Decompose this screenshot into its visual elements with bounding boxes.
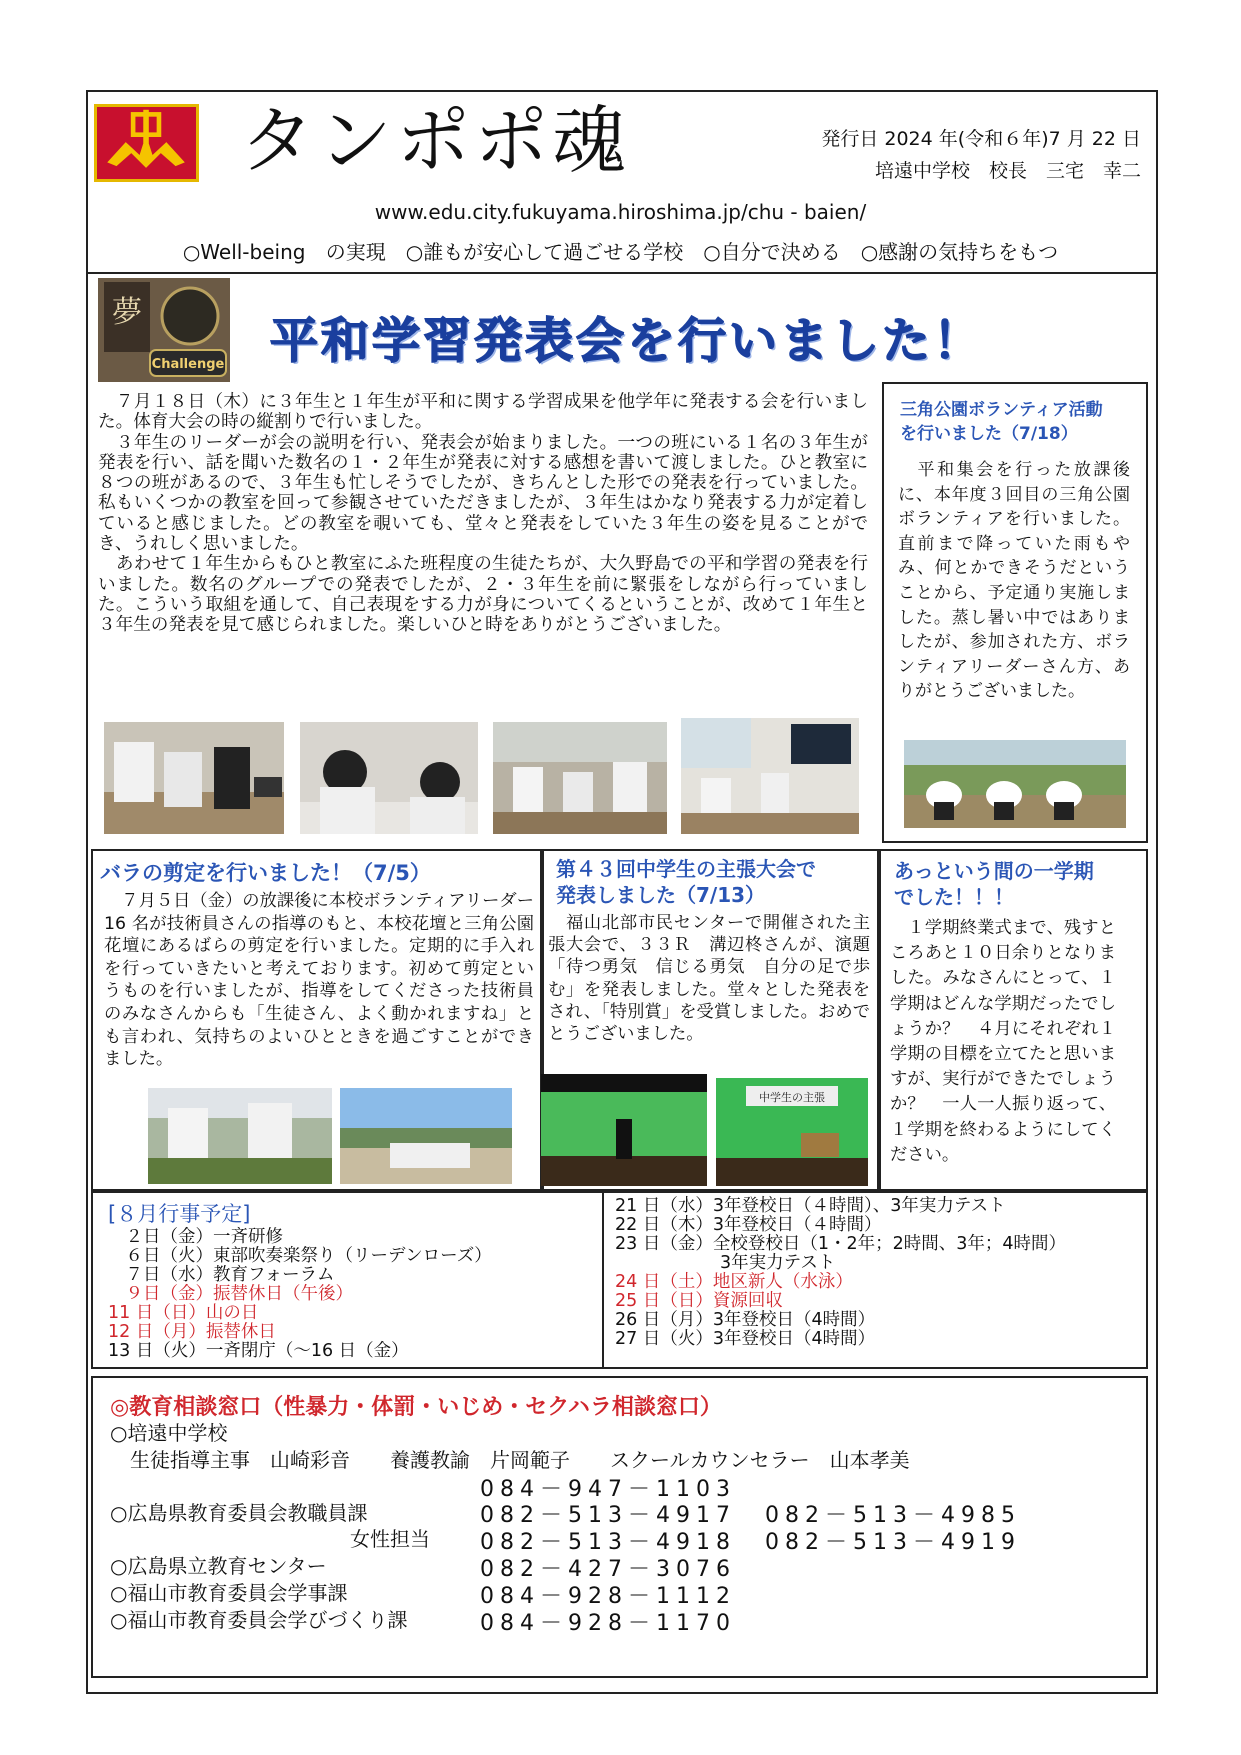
rose-pruning-photo-2 bbox=[340, 1088, 512, 1184]
speech-title-line-2: 発表しました（7/13） bbox=[556, 883, 766, 907]
city-affairs-tel: 084－928－1112 bbox=[480, 1584, 736, 1609]
speech-title-line-1: 第４３回中学生の主張大会で bbox=[556, 857, 816, 881]
schedule-left-event: 12 日（月）振替休日 bbox=[108, 1322, 276, 1342]
schedule-left-event: ７日（水）教育フォーラム bbox=[108, 1265, 335, 1285]
classroom-photo-1 bbox=[104, 722, 284, 834]
schedule-right-event: 21 日（水）3年登校日（４時間）、3年実力テスト bbox=[615, 1196, 1006, 1216]
city-learning-tel: 084－928－1170 bbox=[480, 1611, 736, 1636]
school-label: ○培遠中学校 bbox=[110, 1421, 228, 1445]
schedule-divider bbox=[602, 1192, 604, 1368]
classroom-photo-3 bbox=[493, 722, 667, 834]
schedule-right-list bbox=[615, 1197, 1066, 1349]
school-logo bbox=[94, 104, 199, 182]
center-tel: 082－427－3076 bbox=[480, 1557, 736, 1582]
side-title-line-1: 三角公園ボランティア活動 bbox=[900, 400, 1103, 420]
term-article-title bbox=[894, 858, 1094, 910]
header-divider bbox=[86, 272, 1158, 274]
pref-staff-tel-2: 082－513－4985 bbox=[765, 1503, 1021, 1528]
schedule-right-event: 22 日（木）3年登校日（４時間） bbox=[615, 1215, 882, 1235]
school-goals: ○Well-being の実現 ○誰もが安心して過ごせる学校 ○自分で決める ○感謝の気持ちをもつ bbox=[182, 240, 1059, 264]
city-affairs-label: ○福山市教育委員会学事課 bbox=[110, 1581, 348, 1605]
side-title-line-2: を行いました（7/18） bbox=[900, 424, 1078, 444]
schedule-left-event: ６日（火）東部吹奏楽祭り（リーデンローズ） bbox=[108, 1246, 492, 1266]
main-paragraph-2: ３年生のリーダーが会の説明を行い、発表会が始まりました。一つの班にいる１名の３年生が発表を行い、話を聞いた数名の１・２年生が発表に対する感想を書いて渡しました。ひと教室に８つの班があるので、３年生も忙しそうでしたが、きちんとした形での発表を行っていました。私もいくつかの教室を回って参観させていただきましたが、３年生はかなり発表する力が定着していると感じました。どの教室を覗いても、堂々と発表をしていた３年生の姿を見ることができ、うれしく思いました。 bbox=[98, 432, 868, 555]
main-headline: 平和学習発表会を行いました！ bbox=[270, 313, 985, 369]
term-title-line-2: でした！！！ bbox=[894, 885, 1014, 909]
consultation-title: ◎教育相談窓口（性暴力・体罰・いじめ・セクハラ相談窓口） bbox=[110, 1395, 722, 1420]
side-article-body: 平和集会を行った放課後に、本年度３回目の三角公園ボランティアを行いました。直前まで降っていた雨もやみ、何とかできそうだということから、予定通り実施しました。蒸し暑い中ではありましたが、参加された方、ボランティアリーダーさん方、ありがとうございました。 bbox=[898, 460, 1130, 702]
schedule-title: [８月行事予定] bbox=[108, 1202, 251, 1226]
speech-article-body: 福山北部市民センターで開催された主張大会で、３３Ｒ 溝辺柊さんが、演題「待つ勇気 信じる勇気 自分の足で歩む」を発表しました。堂々とした発表をされ、「特別賞」を受賞しました。おめでとうございました。 bbox=[548, 913, 870, 1045]
newsletter-title: タンポポ魂 bbox=[240, 98, 630, 184]
schedule-right-event: 23 日（金）全校登校日（1・2年；2時間、3年；4時間） bbox=[615, 1234, 1066, 1254]
speech-banner: 中学生の主張 bbox=[759, 1091, 825, 1104]
schedule-right-event: 24 日（土）地区新人（水泳） bbox=[615, 1272, 853, 1292]
school-principal: 培遠中学校 校長 三宅 幸二 bbox=[874, 160, 1141, 182]
yume-kanji: 夢 bbox=[112, 295, 142, 330]
schedule-right-event: 26 日（月）3年登校日（4時間） bbox=[615, 1310, 876, 1330]
schedule-right-event: 3年実力テスト bbox=[615, 1253, 836, 1273]
schedule-right-event: 25 日（日）資源回収 bbox=[615, 1291, 783, 1311]
schedule-right-event: 27 日（火）3年登校日（4時間） bbox=[615, 1329, 876, 1349]
rose-article-body: ７月５日（金）の放課後に本校ボランティアリーダー16 名が技術員さんの指導のもと、本校花壇と三角公園花壇にあるばらの剪定を行いました。定期的に手入れを行っていきたいと考えております。初めて剪定というものを行いましたが、指導をしてくださった技術員のみなさんからも「生徒さん、よく動かれますね」とも言われ、気持ちのよいひとときを過ごすことができました。 bbox=[104, 891, 534, 1070]
speech-stage-photo-2 bbox=[716, 1078, 868, 1186]
female-tel-1: 082－513－4918 bbox=[480, 1530, 736, 1555]
school-staff: 生徒指導主事 山崎彩音 養護教諭 片岡範子 スクールカウンセラー 山本孝美 bbox=[110, 1448, 910, 1472]
schedule-left-event: 11 日（日）山の日 bbox=[108, 1303, 259, 1323]
term-article-body: １学期終業式まで、残すところあと１０日余りとなりました。みなさんにとって、１学期はどんな学期だったでしょうか？ ４月にそれぞれ１学期の目標を立てたと思いますが、実行ができたでしょうか？ 一人一人振り返って、１学期を終わるようにしてください。 bbox=[890, 918, 1116, 1165]
schedule-left-event: ２日（金）一斉研修 bbox=[108, 1227, 283, 1247]
schedule-left-event: 13 日（火）一斉閉庁（～16 日（金） bbox=[108, 1341, 409, 1361]
pref-staff-label: ○広島県教育委員会教職員課 bbox=[110, 1501, 368, 1525]
rose-pruning-photo-1 bbox=[148, 1088, 332, 1184]
speech-article-title bbox=[556, 856, 816, 908]
schedule-left-event: ９日（金）振替休日（午後） bbox=[108, 1284, 353, 1304]
issue-date: 発行日 2024 年(令和６年)7 月 22 日 bbox=[821, 128, 1141, 150]
pref-staff-tel-1: 082－513－4917 bbox=[480, 1503, 736, 1528]
female-label: 女性担当 bbox=[350, 1527, 430, 1551]
school-tel: 084－947－1103 bbox=[480, 1477, 736, 1502]
rose-article-title: バラの剪定を行いました！（7/5） bbox=[100, 861, 431, 885]
schedule-left-list bbox=[108, 1228, 492, 1361]
challenge-photo bbox=[98, 278, 230, 382]
classroom-photo-4 bbox=[681, 718, 859, 834]
challenge-badge: Challenge bbox=[151, 357, 225, 372]
speech-stage-photo-1 bbox=[541, 1074, 707, 1186]
school-url[interactable]: www.edu.city.fukuyama.hiroshima.jp/chu - baien/ bbox=[374, 200, 867, 224]
center-label: ○広島県立教育センター bbox=[110, 1554, 327, 1578]
city-learning-label: ○福山市教育委員会学びづくり課 bbox=[110, 1608, 408, 1632]
park-volunteer-photo bbox=[904, 740, 1126, 828]
female-tel-2: 082－513－4919 bbox=[765, 1530, 1021, 1555]
main-article-body bbox=[98, 392, 868, 636]
classroom-photo-2 bbox=[300, 722, 478, 834]
main-paragraph-1: ７月１８日（木）に３年生と１年生が平和に関する学習成果を他学年に発表する会を行いました。体育大会の時の縦割りで行いました。 bbox=[98, 392, 868, 433]
main-paragraph-3: あわせて１年生からもひと教室にふた班程度の生徒たちが、大久野島での平和学習の発表を行いました。数名のグループでの発表でしたが、２・３年生を前に緊張をしながら行っていました。こういう取組を通して、自己表現をする力が身についてくるということが、改めて１年生と３年生の発表を見て感じられました。楽しいひと時をありがとうございました。 bbox=[98, 554, 868, 636]
term-title-line-1: あっという間の一学期 bbox=[894, 859, 1094, 883]
side-article-title bbox=[900, 398, 1140, 446]
